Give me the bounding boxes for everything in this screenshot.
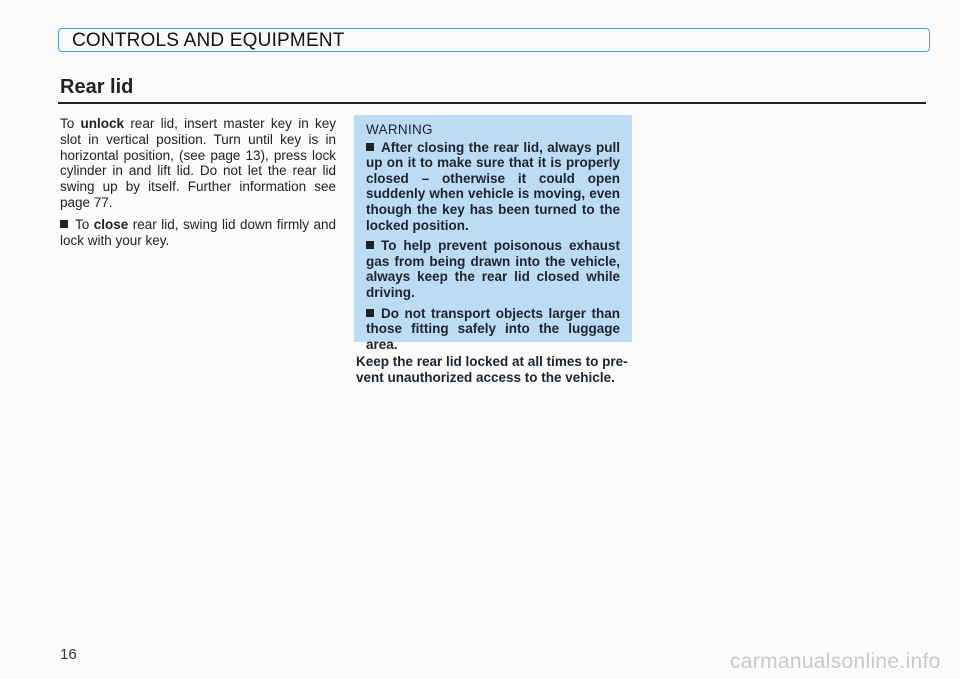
close-keyword: close [93, 216, 129, 232]
bullet-icon [366, 241, 374, 249]
close-paragraph [60, 217, 336, 249]
left-column [60, 116, 336, 254]
warning-item: Do not transport objects larger than those fitting safely into the luggage area. [366, 305, 620, 352]
close-text-post: rear lid, swing lid down firmly and lock with your key. [60, 216, 336, 248]
watermark: carmanualsonline.info [730, 650, 941, 673]
close-text-pre: To [75, 216, 94, 232]
warning-item: To help prevent poisonous exhaust gas from being drawn into the vehicle, always keep the rear lid closed while driving. [366, 238, 620, 300]
unlock-paragraph [60, 116, 336, 211]
section-title: Rear lid [60, 76, 134, 98]
unlock-text-post: rear lid, insert master key in key slot in vertical position. Turn until key is in horizontal position, (see page 13), press lock cylinder in and lift lid. Do not let the rear lid swing up by itself. Further information see page 77. [60, 116, 336, 210]
warning-box [354, 115, 632, 352]
unlock-text-pre: To [60, 116, 81, 131]
warning-item: After closing the rear lid, always pull up on it to make sure that it is properly closed – otherwise it could open suddenly when vehicle is moving, even though the key has been turned to the locked position. [366, 139, 620, 233]
unlock-keyword: unlock [80, 116, 125, 131]
bullet-icon [366, 309, 374, 317]
section-divider [58, 102, 926, 104]
warning-title: WARNING [366, 122, 433, 137]
chapter-title: CONTROLS AND EQUIPMENT [72, 30, 345, 51]
security-note: Keep the rear lid locked at all times to pre-vent unauthorized access to the vehicle. [356, 354, 628, 385]
bullet-icon [60, 220, 68, 228]
page-number: 16 [60, 646, 77, 663]
bullet-icon [366, 143, 374, 151]
